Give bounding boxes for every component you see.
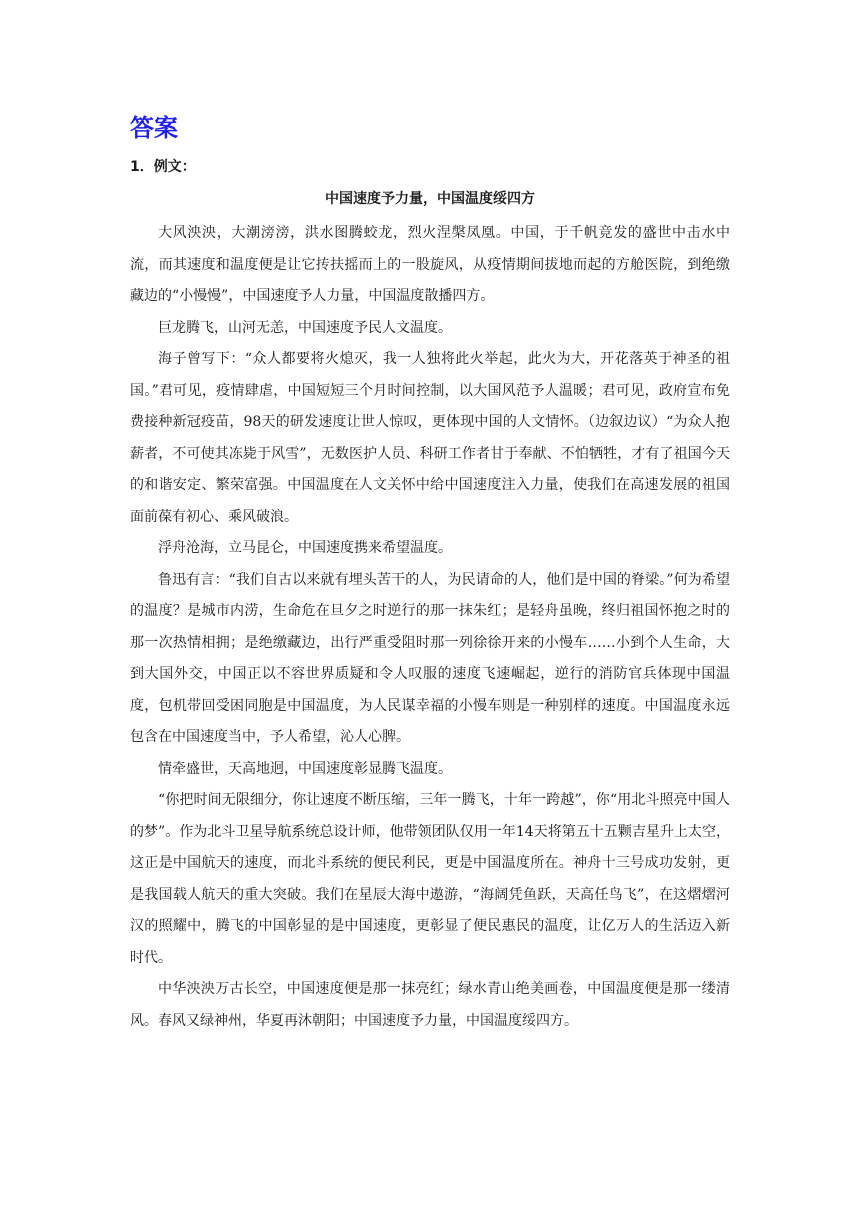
answer-document — [130, 108, 730, 1037]
answer-heading: 答案 — [130, 114, 178, 142]
essay-paragraph: 海子曾写下：“众人都要将火熄灭，我一人独将此火举起，此火为大，开花落英于神圣的祖国。”君可见，疫情肆虐，中国短短三个月时间控制，以大国风范予人温暖；君可见，政府宣布免费接种新冠疫苗，98天的研发速度让世人惊叹，更体现中国的人文情怀。（边叙边议）“为众人抱薪者，不可使其冻毙于风雪”，无数医护人员、科研工作者甘于奉献、不怕牺牲，才有了祖国今天的和谐安定、繁荣富强。中国温度在人文关怀中给中国速度注入力量，使我们在高速发展的祖国面前葆有初心、乘风破浪。 — [130, 351, 730, 525]
essay-title: 中国速度予力量，中国温度绥四方 — [325, 191, 535, 207]
essay-paragraph: 鲁迅有言：“我们自古以来就有埋头苦干的人，为民请命的人，他们是中国的脊梁。”何为希望的温度？是城市内涝，生命危在旦夕之时逆行的那一抹朱红；是轻舟虽晚，终归祖国怀抱之时的那一次热情相拥；是绝缴藏边，出行严重受阻时那一列徐徐开来的小慢车……小到个人生命，大到大国外交，中国正以不容世界质疑和令人叹服的速度飞速崛起，逆行的消防官兵体现中国温度，包机带回受困同胞是中国温度，为人民谋幸福的小慢车则是一种别样的速度。中国温度永远包含在中国速度当中，予人希望，沁人心脾。 — [130, 571, 730, 745]
essay-paragraph: 情牵盛世，天高地迥，中国速度彰显腾飞温度。 — [158, 760, 452, 777]
essay-paragraph: 大风泱泱，大潮滂滂，洪水图腾蛟龙，烈火涅槃凤凰。中国，于千帆竞发的盛世中击水中流，而其速度和温度便是让它抟扶摇而上的一股旋风，从疫情期间拔地而起的方舱医院，到绝缴藏边的“小慢慢”，中国速度予人力量，中国温度散播四方。 — [130, 225, 730, 304]
question-label: 1．例文： — [130, 159, 196, 175]
essay-paragraph: “你把时间无限细分，你让速度不断压缩，三年一腾飞，十年一跨越”，你“用北斗照亮中国人的梦”。作为北斗卫星导航系统总设计师，他带领团队仅用一年14天将第五十五颗吉星升上太空，这正是中国航天的速度，而北斗系统的便民利民，更是中国温度所在。神舟十三号成功发射，更是我国载人航天的重大突破。我们在星辰大海中遨游，“海阔凭鱼跃，天高任鸟飞”，在这熠熠河汉的照耀中，腾飞的中国彰显的是中国速度，更彰显了便民惠民的温度，让亿万人的生活迈入新时代。 — [130, 792, 730, 966]
essay-paragraph: 浮舟沧海，立马昆仑，中国速度携来希望温度。 — [158, 540, 452, 556]
essay-paragraph: 中华泱泱万古长空，中国速度便是那一抹亮红；绿水青山绝美画卷，中国温度便是那一缕清风。春风又绿神州，华夏再沐朝阳；中国速度予力量，中国温度绥四方。 — [130, 981, 730, 1029]
essay-paragraph: 巨龙腾飞，山河无恙，中国速度予民人文温度。 — [158, 319, 452, 336]
